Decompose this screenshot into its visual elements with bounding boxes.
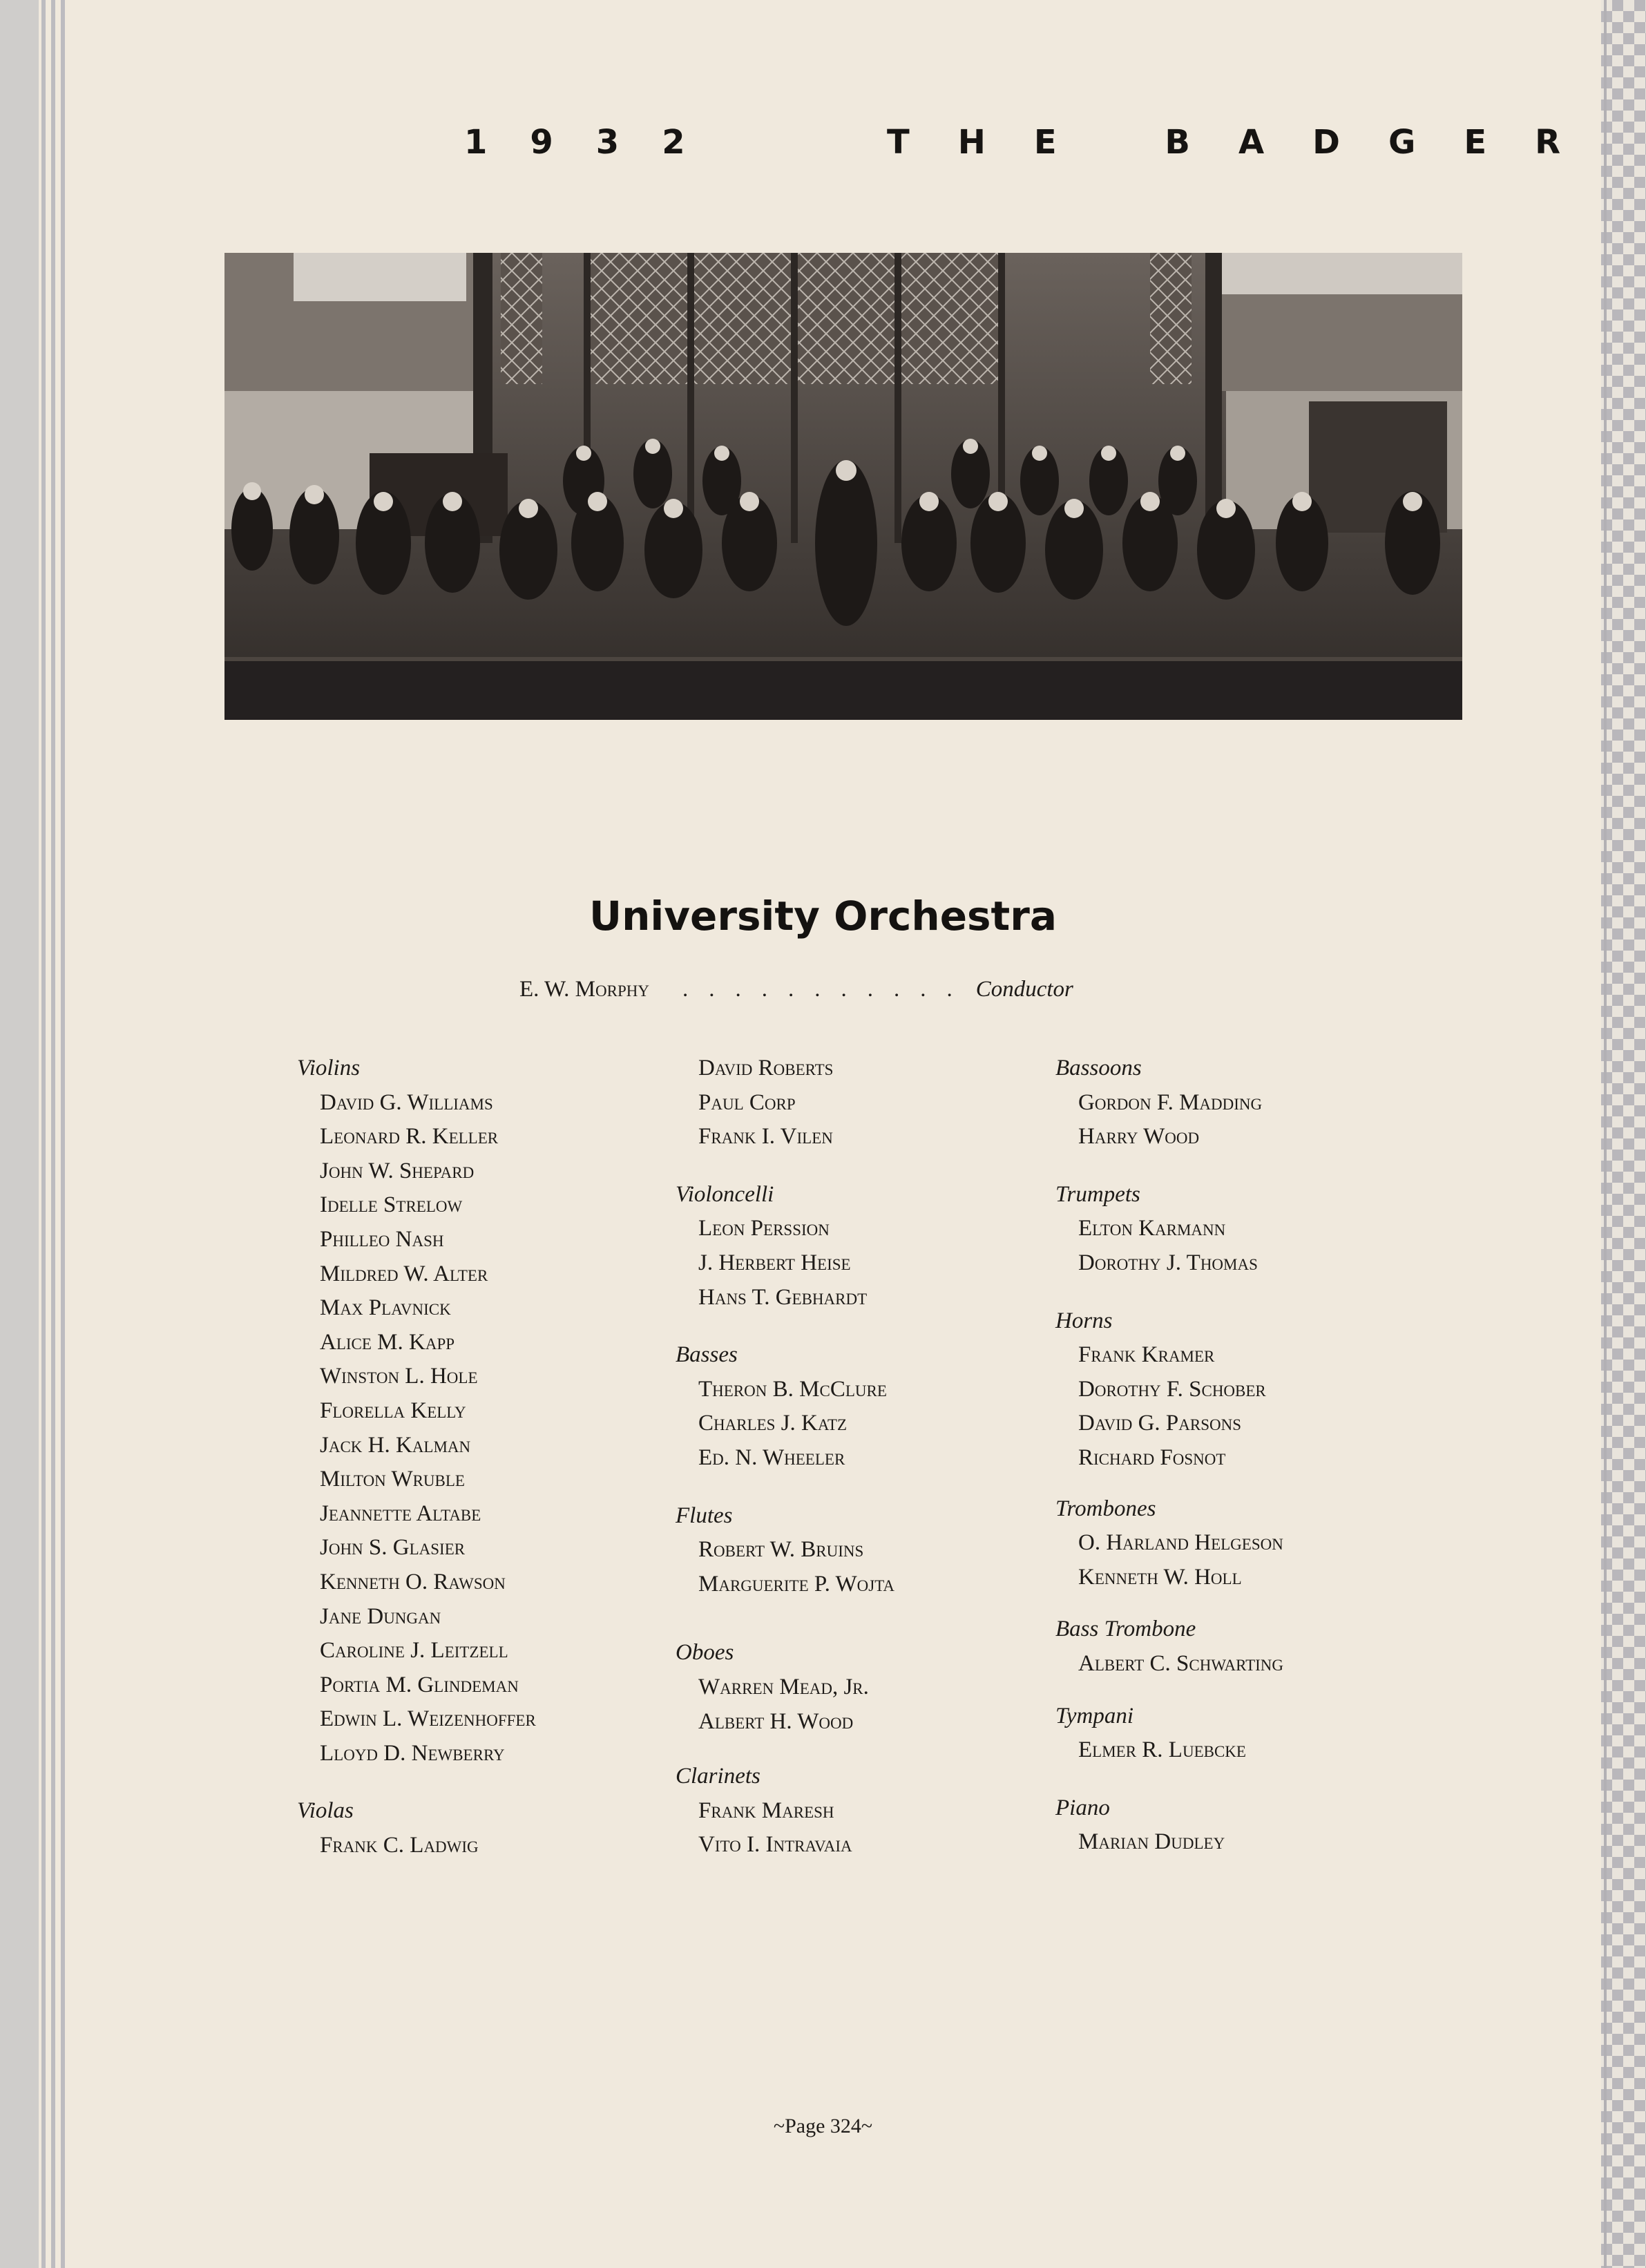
instrument-section bbox=[1055, 1612, 1283, 1681]
header-title: THE BADGER bbox=[887, 123, 1609, 162]
section-heading: Basses bbox=[676, 1342, 738, 1368]
instrument-section bbox=[1055, 1699, 1283, 1768]
section-heading: Piano bbox=[1055, 1795, 1110, 1820]
instrument-section bbox=[297, 1051, 536, 1771]
orchestra-photo bbox=[224, 253, 1462, 720]
left-margin-strip bbox=[0, 0, 39, 2268]
member-name: Marian Dudley bbox=[1078, 1829, 1225, 1855]
member-name: Philleo Nash bbox=[320, 1226, 444, 1252]
member-name: Charles J. Katz bbox=[698, 1411, 848, 1436]
member-name: Dorothy J. Thomas bbox=[1078, 1250, 1258, 1275]
header-year: 1932 bbox=[464, 123, 728, 162]
member-name: David G. Williams bbox=[320, 1089, 493, 1115]
member-name: Alice M. Kapp bbox=[320, 1329, 455, 1355]
instrument-section bbox=[676, 1051, 894, 1154]
instrument-section bbox=[676, 1338, 894, 1475]
member-name: Jane Dungan bbox=[320, 1603, 441, 1629]
section-heading: Horns bbox=[1055, 1308, 1113, 1333]
section-heading: Trombones bbox=[1055, 1496, 1156, 1521]
member-name: Mildred W. Alter bbox=[320, 1261, 488, 1286]
member-name: Ed. N. Wheeler bbox=[698, 1445, 845, 1470]
member-name: Kenneth W. Holl bbox=[1078, 1564, 1242, 1590]
member-name: Kenneth O. Rawson bbox=[320, 1569, 506, 1594]
member-name: Leonard R. Keller bbox=[320, 1124, 499, 1150]
member-name: Florella Kelly bbox=[320, 1398, 466, 1423]
member-name: Lloyd D. Newberry bbox=[320, 1740, 505, 1766]
left-border-rule bbox=[41, 0, 46, 2268]
section-heading: Trumpets bbox=[1055, 1181, 1140, 1207]
section-heading: Oboes bbox=[676, 1640, 734, 1666]
conductor-role: Conductor bbox=[975, 977, 1073, 1002]
section-heading: Tympani bbox=[1055, 1703, 1134, 1728]
member-name: Hans T. Gebhardt bbox=[698, 1284, 868, 1310]
member-name: John S. Glasier bbox=[320, 1535, 466, 1561]
member-name: Albert H. Wood bbox=[698, 1708, 854, 1734]
member-name: Milton Wruble bbox=[320, 1467, 465, 1492]
member-name: Leon Perssion bbox=[698, 1216, 830, 1241]
conductor-line bbox=[519, 977, 1073, 1002]
member-name: Max Plavnick bbox=[320, 1295, 451, 1321]
member-name: Caroline J. Leitzell bbox=[320, 1638, 508, 1664]
member-name: Winston L. Hole bbox=[320, 1364, 478, 1389]
instrument-section bbox=[1055, 1304, 1283, 1476]
section-title: University Orchestra bbox=[588, 893, 1058, 940]
instrument-section bbox=[1055, 1178, 1283, 1281]
member-name: Warren Mead, Jr. bbox=[698, 1674, 869, 1699]
member-name: Vito I. Intravaia bbox=[698, 1832, 852, 1858]
section-heading: Violins bbox=[297, 1056, 361, 1080]
instrument-section bbox=[676, 1499, 894, 1602]
leader-dots: ........... bbox=[682, 977, 973, 1002]
instrument-section bbox=[676, 1636, 894, 1739]
member-name: Elmer R. Luebcke bbox=[1078, 1737, 1246, 1763]
member-name: Harry Wood bbox=[1078, 1124, 1200, 1150]
member-name: Jack H. Kalman bbox=[320, 1432, 471, 1458]
instrument-section bbox=[676, 1760, 894, 1862]
instrument-section bbox=[1055, 1791, 1283, 1860]
member-name: Edwin L. Weizenhoffer bbox=[320, 1706, 536, 1732]
left-border-rule bbox=[61, 0, 65, 2268]
right-diamond-border bbox=[1601, 0, 1646, 2268]
conductor-name: E. W. Morphy bbox=[519, 977, 649, 1002]
page-number: ~Page 324~ bbox=[773, 2115, 873, 2137]
instrument-section bbox=[1055, 1492, 1283, 1595]
member-name: David Roberts bbox=[698, 1056, 834, 1080]
section-heading: Bass Trombone bbox=[1055, 1617, 1196, 1642]
member-name: Frank Maresh bbox=[698, 1798, 834, 1823]
member-name: David G. Parsons bbox=[1078, 1411, 1242, 1436]
member-name: J. Herbert Heise bbox=[698, 1250, 851, 1275]
member-name: Jeannette Altabe bbox=[320, 1500, 481, 1526]
roster-column-2 bbox=[676, 1051, 894, 1862]
member-name: Frank I. Vilen bbox=[698, 1124, 833, 1150]
member-name: Idelle Strelow bbox=[320, 1192, 463, 1218]
section-heading: Violas bbox=[297, 1798, 354, 1824]
section-heading: Clarinets bbox=[676, 1764, 760, 1789]
member-name: Frank Kramer bbox=[1078, 1342, 1215, 1368]
section-heading: Bassoons bbox=[1055, 1056, 1142, 1080]
member-name: Albert C. Schwarting bbox=[1078, 1650, 1284, 1676]
member-name: Portia M. Glindeman bbox=[320, 1672, 519, 1697]
roster-column-1 bbox=[297, 1051, 536, 1863]
right-border-rule bbox=[1604, 0, 1607, 2268]
member-name: Elton Karmann bbox=[1078, 1216, 1226, 1241]
left-border-rule bbox=[51, 0, 55, 2268]
member-name: Gordon F. Madding bbox=[1078, 1089, 1263, 1115]
roster-column-3 bbox=[1055, 1051, 1283, 1860]
instrument-section bbox=[676, 1178, 894, 1315]
member-name: Paul Corp bbox=[698, 1089, 796, 1115]
instrument-section bbox=[297, 1794, 536, 1862]
member-name: Frank C. Ladwig bbox=[320, 1833, 479, 1858]
section-heading: Violoncelli bbox=[676, 1181, 774, 1207]
instrument-section bbox=[1055, 1051, 1283, 1154]
member-name: Robert W. Bruins bbox=[698, 1537, 864, 1563]
section-heading: Flutes bbox=[676, 1503, 733, 1528]
member-name: Marguerite P. Wojta bbox=[698, 1571, 895, 1597]
member-name: John W. Shepard bbox=[320, 1158, 475, 1183]
member-name: Dorothy F. Schober bbox=[1078, 1376, 1266, 1402]
member-name: Theron B. McClure bbox=[698, 1376, 887, 1402]
member-name: O. Harland Helgeson bbox=[1078, 1530, 1283, 1556]
member-name: Richard Fosnot bbox=[1078, 1445, 1226, 1470]
